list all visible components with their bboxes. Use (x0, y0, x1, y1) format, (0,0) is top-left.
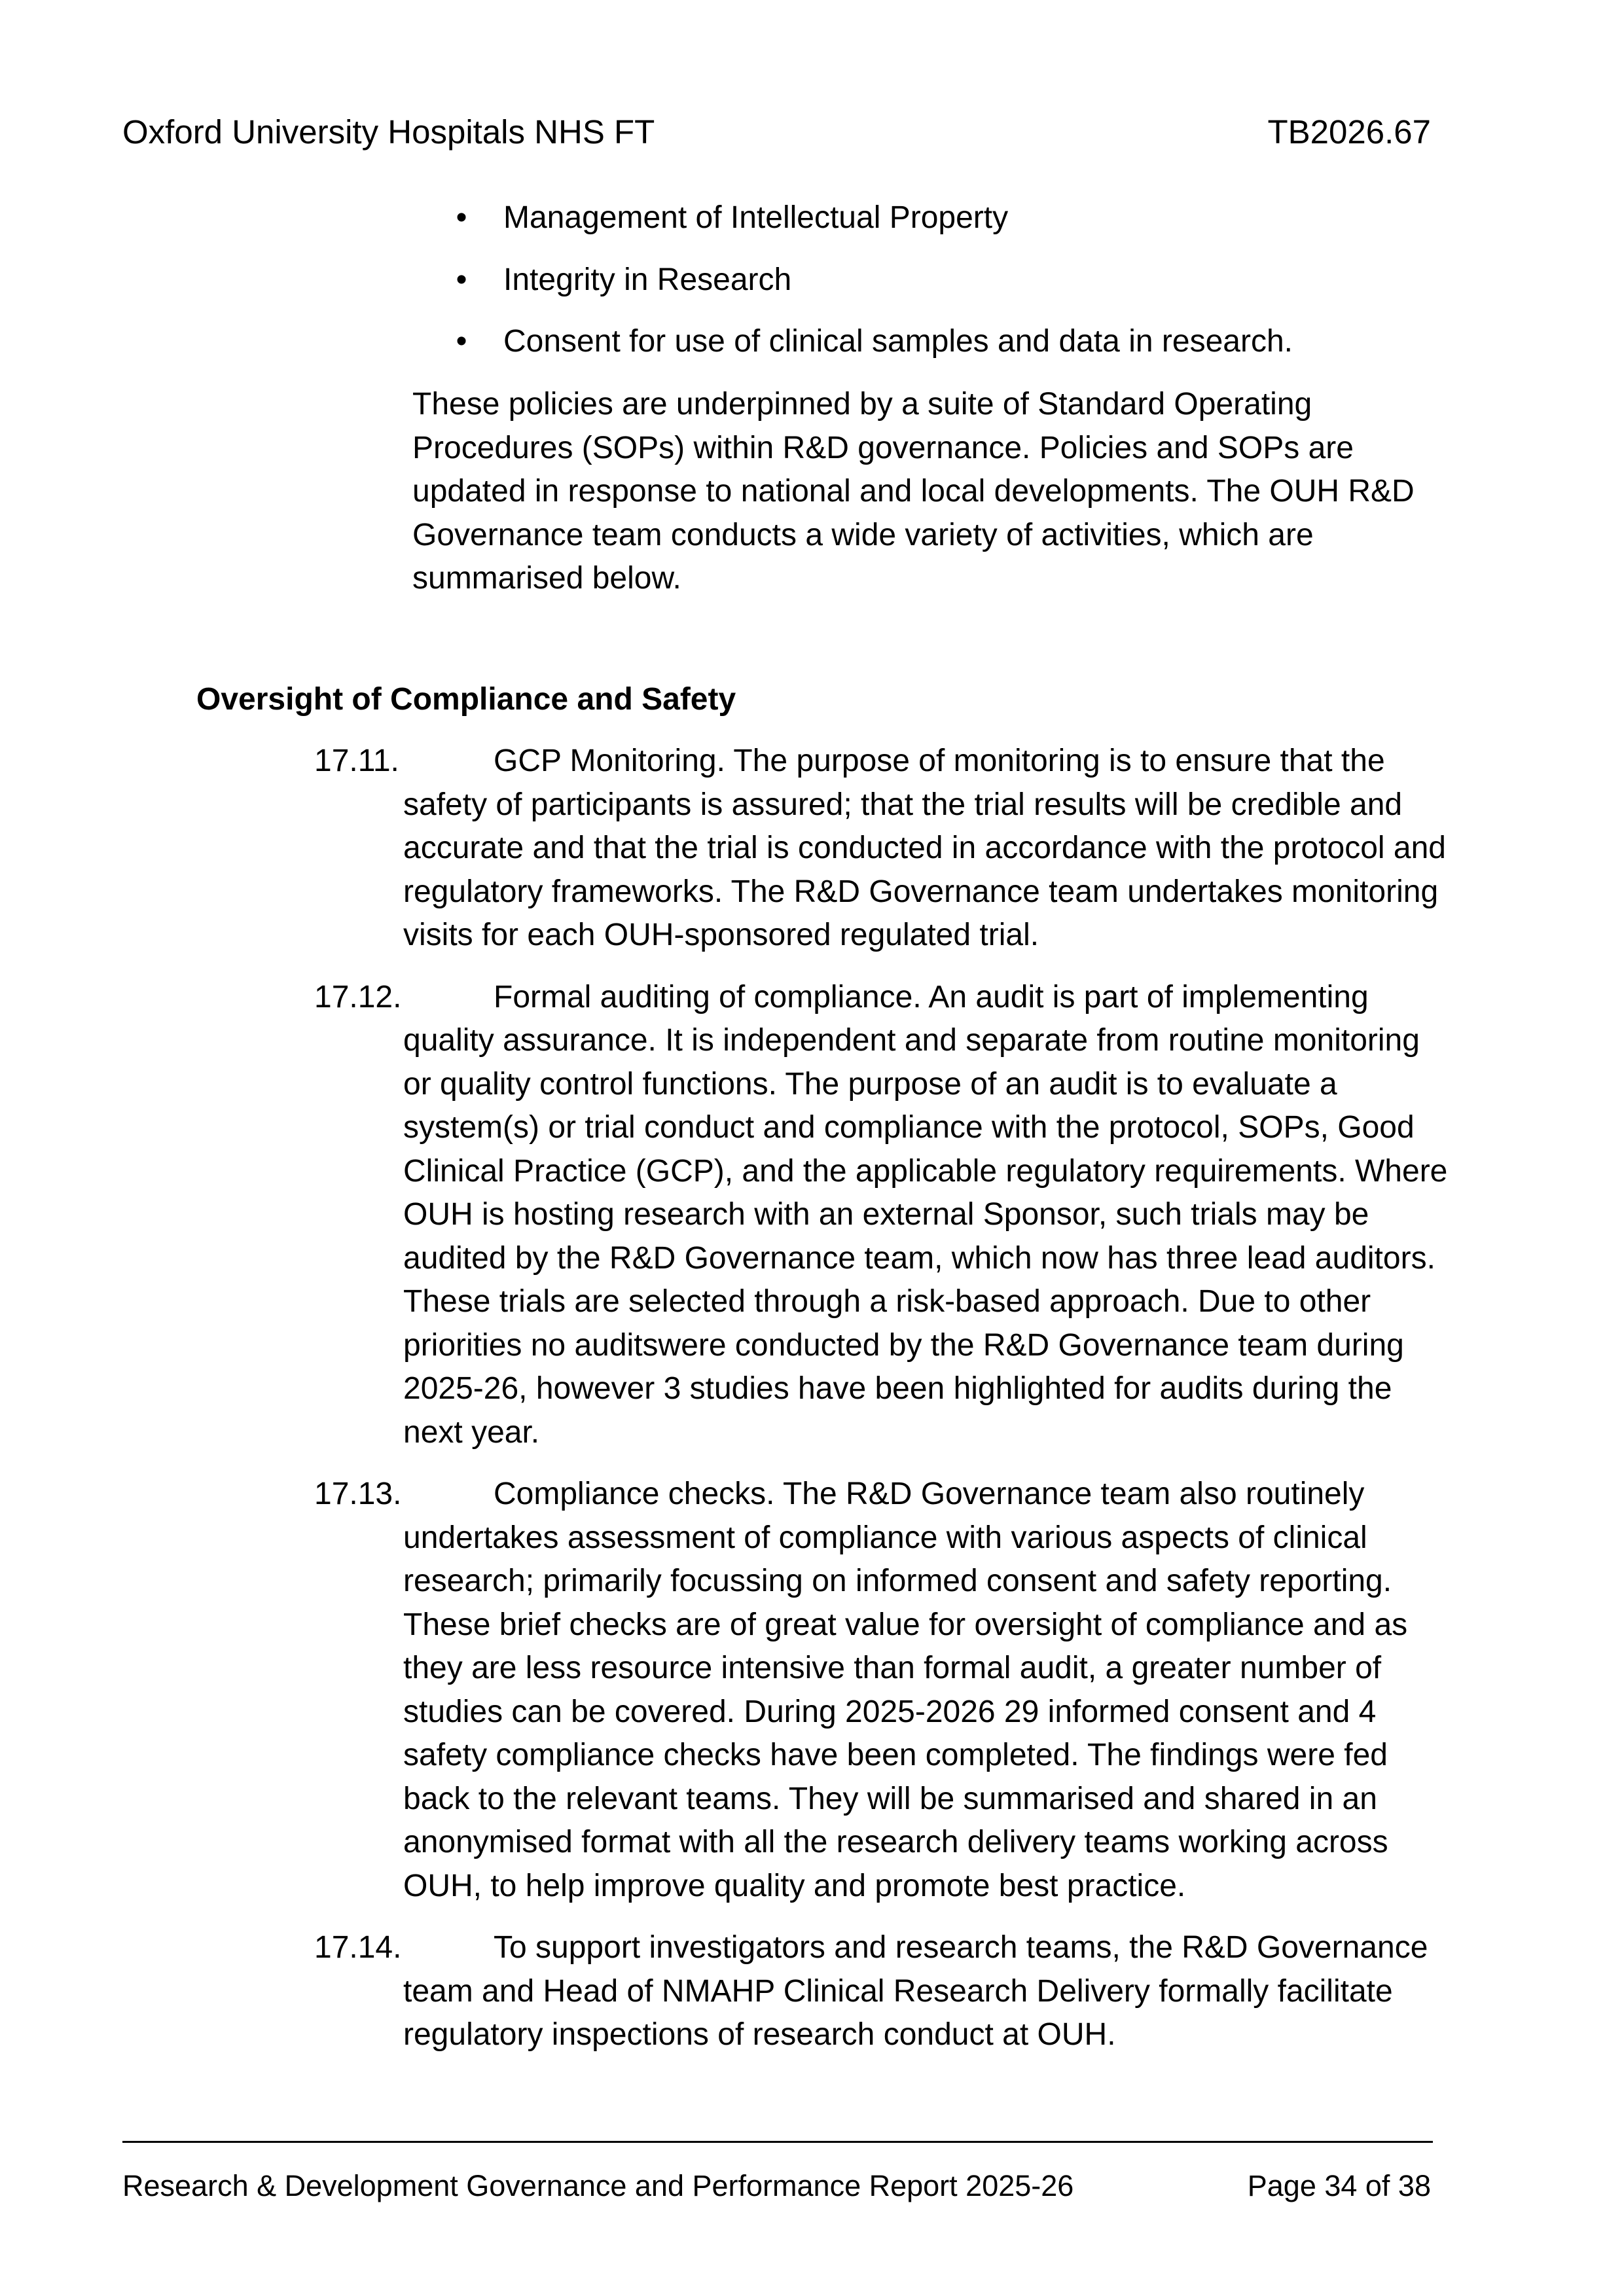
header-reference: TB2026.67 (1267, 113, 1431, 151)
list-item (448, 196, 1470, 240)
numbered-paragraph (314, 1926, 1453, 2057)
footer-report-title: Research & Development Governance and Performance Report 2025-26 (122, 2169, 1074, 2202)
list-item (448, 320, 1470, 364)
footer-divider (122, 2141, 1433, 2143)
numbered-paragraph-list (314, 740, 1453, 2075)
paragraph-text: To support investigators and research teams, the R&D Governance team and Head of NMAHP Clinical Research Delivery formally facilitate regulatory inspections of research conduct at OUH. (403, 1930, 1428, 2052)
policy-bullet-list (448, 196, 1470, 382)
footer-page-number: Page 34 of 38 (1247, 2169, 1431, 2202)
paragraph-text: Formal auditing of compliance. An audit is part of implementing quality assurance. It is independent and separate from routine monitoring or quality control functions. The purpose of an audit is to evaluate a system(s) or trial conduct and compliance with the protocol, SOPs, Good Clinical Practice (GCP), and the applicable regulatory requirements. Where OUH is hosting research with an external Sponsor, such trials may be audited by the R&D Governance team, which now has three lead auditors. These trials are selected through a risk-based approach. Due to other priorities no auditswere conducted by the R&D Governance team during 2025-26, however 3 studies have been highlighted for audits during the next year. (403, 979, 1448, 1450)
numbered-paragraph (314, 976, 1453, 1455)
bullet-icon: • (456, 262, 467, 297)
paragraph-text: Compliance checks. The R&D Governance team also routinely undertakes assessment of compliance with various aspects of clinical research; primarily focussing on informed consent and safety reporting. These brief checks are of great value for oversight of compliance and as they are less resource intensive than formal audit, a greater number of studies can be covered. During 2025-2026 29 informed consent and 4 safety compliance checks have been completed. The findings were fed back to the relevant teams. They will be summarised and shared in an anonymised format with all the research delivery teams working across OUH, to help improve quality and promote best practice. (403, 1477, 1408, 1903)
section-heading: Oversight of Compliance and Safety (196, 682, 736, 717)
intro-paragraph: These policies are underpinned by a suite of Standard Operating Procedures (SOPs) within R&D governance. Policies and SOPs are updated in response to national and local developments. The OUH R&D Governance team conducts a wide variety of activities, which are summarised below. (412, 387, 1415, 596)
bullet-text: Consent for use of clinical samples and data in research. (503, 324, 1293, 359)
paragraph-text: GCP Monitoring. The purpose of monitoring is to ensure that the safety of participants is assured; that the trial results will be credible and accurate and that the trial is conducted in accordance with the protocol and regulatory frameworks. The R&D Governance team undertakes monitoring visits for each OUH-sponsored regulated trial. (403, 744, 1446, 952)
list-item (448, 259, 1470, 302)
bullet-icon: • (456, 324, 467, 359)
numbered-paragraph (314, 740, 1453, 958)
paragraph-number: 17.12. (314, 979, 402, 1014)
bullet-text: Integrity in Research (503, 262, 792, 297)
bullet-icon: • (456, 200, 467, 235)
header-organisation: Oxford University Hospitals NHS FT (122, 113, 655, 151)
numbered-paragraph (314, 1473, 1453, 1908)
paragraph-number: 17.13. (314, 1477, 402, 1511)
paragraph-number: 17.11. (314, 744, 399, 778)
bullet-text: Management of Intellectual Property (503, 200, 1009, 235)
paragraph-number: 17.14. (314, 1930, 402, 1965)
